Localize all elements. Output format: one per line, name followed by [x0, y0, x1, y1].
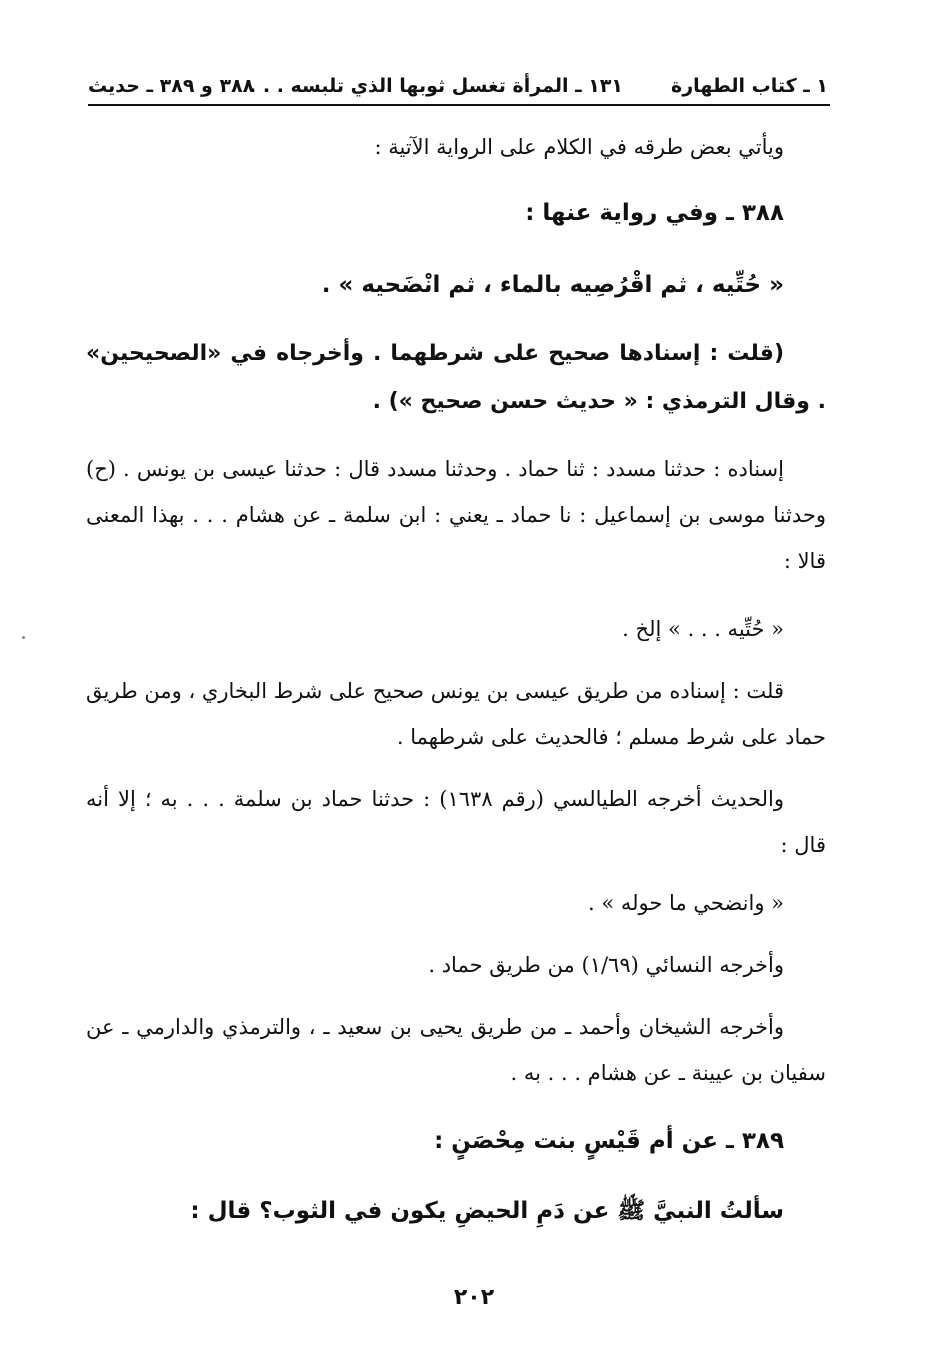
running-header — [88, 70, 828, 102]
margin-speck — [22, 636, 25, 639]
tayalisi-takhrij: والحديث أخرجه الطيالسي (رقم ١٦٣٨) : حدثنا حماد بن سلمة . . . به ؛ إلا أنه قال : — [86, 787, 826, 857]
shaykhan-takhrij: وأخرجه الشيخان وأحمد ـ من طريق يحيى بن سعيد ـ ، والترمذي والدارمي ـ عن سفيان بن عيينة ـ عن هشام . . . به . — [86, 1015, 826, 1085]
hadith-388-text: « حُتِّيه ، ثم اقْرُصِيه بالماء ، ثم انْضَحيه » . — [321, 272, 784, 298]
header-divider — [88, 104, 830, 106]
isnad-commentary: قلت : إسناده من طريق عيسى بن يونس صحيح على شرط البخاري ، ومن طريق حماد على شرط مسلم ؛ فالحديث على شرطهما . — [86, 679, 826, 749]
hadith-389-heading: ٣٨٩ ـ عن أم قَيْسٍ بنت مِحْصَنٍ : — [434, 1128, 784, 1154]
hadith-389-text: سألتُ النبيَّ ﷺ عن دَمِ الحيضِ يكون في الثوب؟ قال : — [190, 1198, 784, 1224]
header-hadith-numbers: ٣٨٨ و ٣٨٩ ـ حديث — [88, 75, 255, 97]
header-chapter-title: ١٣١ ـ المرأة تغسل ثوبها الذي تلبسه . . . — [249, 75, 623, 97]
header-book-title: ١ ـ كتاب الطهارة — [671, 75, 828, 97]
hadith-388-grading: (قلت : إسنادها صحيح على شرطهما . وأخرجاه في «الصحيحين» . وقال الترمذي : « حديث حسن صحيح ») . — [86, 341, 826, 414]
isnad-quote: « حُتِّيه . . . » إلخ . — [622, 617, 784, 641]
hadith-388-isnad: إسناده : حدثنا مسدد : ثنا حماد . وحدثنا مسدد قال : حدثنا عيسى بن يونس . (ح) وحدثنا موسى بن إسماعيل : نا حماد ـ يعني : ابن سلمة ـ عن هشام . . . بهذا المعنى قالا : — [86, 457, 826, 573]
tayalisi-wording: « وانضحي ما حوله » . — [588, 891, 784, 915]
nasai-takhrij: وأخرجه النسائي (١/٦٩) من طريق حماد . — [428, 953, 784, 977]
paragraph-intro-note: ويأتي بعض طرقه في الكلام على الرواية الآتية : — [374, 135, 784, 159]
hadith-388-heading: ٣٨٨ ـ وفي رواية عنها : — [525, 200, 784, 226]
page-number: ٢٠٢ — [453, 1285, 495, 1310]
